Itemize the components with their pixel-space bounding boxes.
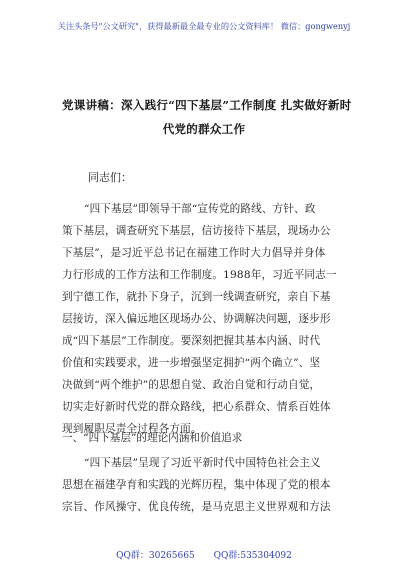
section-heading-1: 一、“四下基层”的理论内涵和价值追求 (62, 432, 243, 444)
paragraph-line: “四下基层”即领导干部“宣传党的路线、方针、政 (84, 203, 316, 215)
header-promo-text: 关注头条号"公文研究"，获得最新最全最专业的公文资料库！ 微信：gongwenyj (57, 21, 351, 31)
paragraph-line: 成“四下基层”工作制度。要深刻把握其基本内涵、时代 (62, 335, 321, 347)
paragraph-line: 决做到“两个维护”的思想自觉、政治自觉和行动自觉， (62, 379, 321, 391)
paragraph-line: 现到履职尽责全过程各方面。 (62, 423, 202, 435)
paragraph-line: 策下基层，调查研究下基层，信访接待下基层，现场办公 (62, 225, 331, 237)
paragraph-line: 切实走好新时代党的群众路线，把心系群众、情系百姓体 (62, 401, 331, 413)
paragraph-2 (62, 452, 358, 518)
paragraph-line: 到宁德工作，就扑下身子，沉到一线调查研究，亲自下基 (62, 291, 331, 303)
document-title-line-2: 代党的群众工作 (162, 122, 246, 136)
footer-qq-group-1: QQ群：30265665 (116, 551, 195, 561)
paragraph-line: 价值和实践要求，进一步增强坚定拥护“两个确立”、坚 (62, 357, 321, 369)
footer-contact (0, 548, 408, 561)
paragraph-1 (62, 176, 358, 440)
paragraph-line: 下基层”，是习近平总书记在福建工作时大力倡导并身体 (62, 247, 326, 259)
paragraph-line: 宗旨、作风操守、优良传统，是马克思主义世界观和方法 (62, 501, 331, 513)
paragraph-line: 力行形成的工作方法和工作制度。1988年，习近平同志一 (62, 269, 337, 281)
paragraph-line: 层接访，深入偏远地区现场办公、协调解决问题，逐步形 (62, 313, 331, 325)
document-title-line-1: 党课讲稿：深入践行“四下基层”工作制度 扎实做好新时 (62, 98, 352, 112)
paragraph-line: “四下基层”呈现了习近平新时代中国特色社会主义 (84, 457, 321, 469)
footer-qq-group-2: QQ群:535304092 (213, 551, 292, 561)
salutation: 同志们： (88, 171, 132, 184)
paragraph-line: 思想在福建孕育和实践的光辉历程，集中体现了党的根本 (62, 479, 331, 491)
